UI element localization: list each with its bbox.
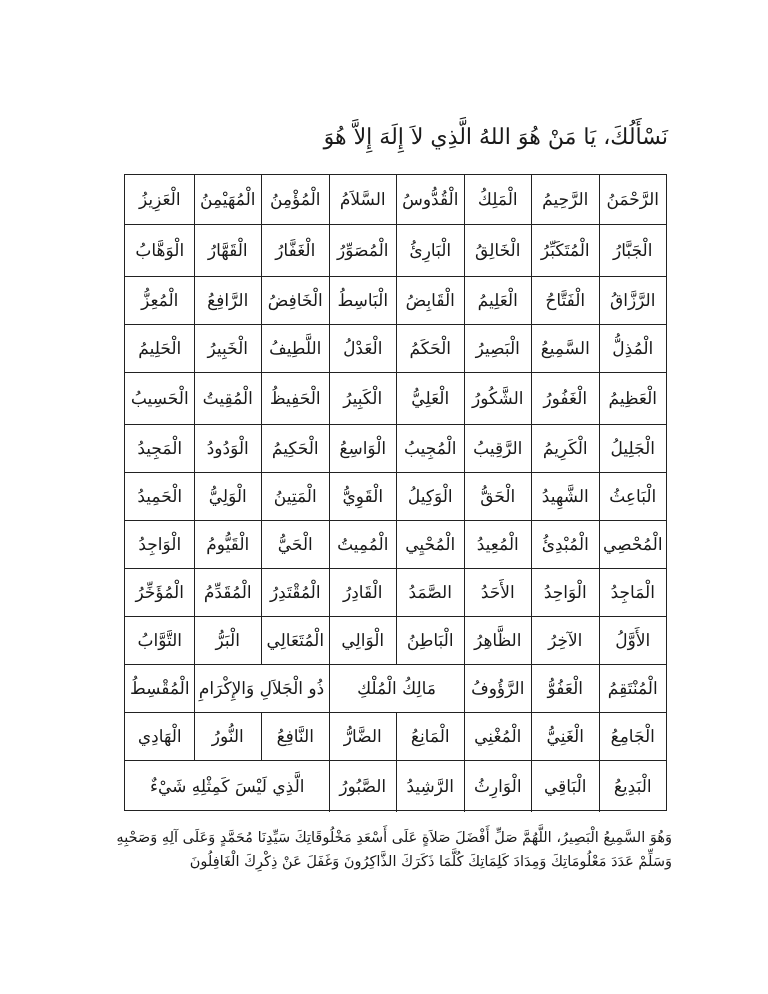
table-row	[125, 473, 666, 521]
name-cell: الْوَاسِعُ	[329, 425, 397, 472]
name-cell: ذُو الْجَلاَلِ وَالإِكْرَامِ	[194, 665, 329, 712]
name-cell: الضَّارُّ	[329, 713, 397, 760]
name-cell: الظَّاهِرُ	[464, 617, 532, 664]
name-cell: اللَّطِيفُ	[261, 325, 329, 372]
table-row	[125, 569, 666, 617]
name-cell: التَّوَّابُ	[137, 630, 183, 651]
name-cell: الْغَنِيُّ	[531, 713, 599, 760]
name-cell: الْمُعِيدُ	[464, 521, 532, 568]
name-cell: الرَّؤُوفُ	[464, 665, 532, 712]
name-cell: الْحَمِيدُ	[137, 486, 183, 507]
table-row	[125, 617, 666, 665]
name-cell: الْبَصِيرُ	[464, 325, 532, 372]
name-cell: الْعَزِيزُ	[138, 189, 181, 210]
name-cell: الْعَلِيمُ	[464, 277, 532, 324]
name-cell: الْمُحْيِي	[396, 521, 464, 568]
name-cell: الْمُغْنِي	[464, 713, 532, 760]
name-cell: الشَّهِيدُ	[531, 473, 599, 520]
name-cell: الْخَالِقُ	[464, 225, 532, 276]
name-cell: الْحَكِيمُ	[261, 425, 329, 472]
table-row	[125, 225, 666, 277]
name-cell: الْمَاجِدُ	[599, 569, 667, 616]
name-cell: الْمُؤَخِّرُ	[135, 582, 184, 603]
name-cell: الْمُعِزُّ	[141, 290, 179, 311]
name-cell: الْغَفَّارُ	[261, 225, 329, 276]
name-cell: الْجَبَّارُ	[599, 225, 667, 276]
name-cell: مَالِكُ الْمُلْكِ	[329, 665, 464, 712]
name-cell: الْعَدْلُ	[329, 325, 397, 372]
header-invocation: نَسْأَلُكَ، يَا مَنْ هُوَ اللهُ الَّذِي لاَ إِلَهَ إِلاَّ هُوَ	[323, 125, 668, 150]
name-cell: الْمُنْتَقِمُ	[599, 665, 667, 712]
name-cell: الْمُبْدِئُ	[531, 521, 599, 568]
name-cell: الْحَيُّ	[261, 521, 329, 568]
name-cell: الْمَلِكُ	[464, 175, 532, 224]
name-cell: الْمَانِعُ	[396, 713, 464, 760]
name-cell: الْخَبِيرُ	[194, 325, 262, 372]
name-cell: الْبَاقِي	[531, 761, 599, 812]
name-cell: الرَّافِعُ	[194, 277, 262, 324]
name-cell: الْخَافِضُ	[261, 277, 329, 324]
name-cell: الْقَابِضُ	[396, 277, 464, 324]
name-cell: الرَّحِيمُ	[531, 175, 599, 224]
name-cell: السَّلاَمُ	[329, 175, 397, 224]
name-cell: الْعَظِيمُ	[599, 373, 667, 424]
name-cell: الْحَلِيمُ	[138, 338, 182, 359]
name-cell: الْبَاعِثُ	[599, 473, 667, 520]
name-cell: الْمُمِيتُ	[329, 521, 397, 568]
name-cell: الْمُقَدِّمُ	[194, 569, 262, 616]
table-row	[125, 521, 666, 569]
name-cell: الْجَلِيلُ	[599, 425, 667, 472]
name-cell: الَّذِي لَيْسَ كَمِثْلِهِ شَيْءٌ	[149, 776, 305, 797]
name-cell: الْمُؤْمِنُ	[261, 175, 329, 224]
prayer-line-2: وَسَلِّمْ عَدَدَ مَعْلُومَاتِكَ وَمِدَادَ كَلِمَاتِكَ كُلَّمَا ذَكَرَكَ الذَّاكِرُونَ وَغَفَلَ عَنْ ذِكْرِكَ الْغَافِلُونَ	[189, 854, 672, 870]
name-cell: الْوَارِثُ	[464, 761, 532, 812]
names-table	[124, 174, 667, 811]
name-cell: الْقَوِيُّ	[329, 473, 397, 520]
name-cell: الْوَدُودُ	[194, 425, 262, 472]
name-cell: الْوَالِي	[329, 617, 397, 664]
name-cell: الْوَهَّابُ	[135, 240, 185, 261]
name-cell: الْقَيُّومُ	[194, 521, 262, 568]
table-row	[125, 373, 666, 425]
name-cell: الْبَاسِطُ	[329, 277, 397, 324]
name-cell: الْهَادِي	[137, 726, 182, 747]
table-row	[125, 325, 666, 373]
name-cell: الْمُقْسِطُ	[129, 678, 190, 699]
name-cell: الآخِرُ	[531, 617, 599, 664]
name-cell: الْوَكِيلُ	[396, 473, 464, 520]
name-cell: الْمُصَوِّرُ	[329, 225, 397, 276]
table-row	[125, 277, 666, 325]
name-cell: الْبَدِيعُ	[599, 761, 667, 812]
name-cell: الْوَاحِدُ	[531, 569, 599, 616]
name-cell: الْقُدُّوسُ	[396, 175, 464, 224]
name-cell: الرَّحْمَنُ	[599, 175, 667, 224]
table-row	[125, 761, 666, 812]
name-cell: الْبَاطِنُ	[396, 617, 464, 664]
name-cell: الْوَاجِدُ	[138, 534, 182, 555]
name-cell: الأَحَدُ	[464, 569, 532, 616]
name-cell: الْحَفِيظُ	[261, 373, 329, 424]
name-cell: الصَّمَدُ	[396, 569, 464, 616]
table-row	[125, 175, 666, 225]
name-cell: الْغَفُورُ	[531, 373, 599, 424]
name-cell: الْعَفُوُّ	[531, 665, 599, 712]
name-cell: الْمُتَكَبِّرُ	[531, 225, 599, 276]
name-cell: الْفَتَّاحُ	[531, 277, 599, 324]
name-cell: الصَّبُورُ	[329, 761, 397, 812]
name-cell: الْمُذِلُّ	[599, 325, 667, 372]
name-cell: الْقَهَّارُ	[194, 225, 262, 276]
name-cell: الْوَلِيُّ	[194, 473, 262, 520]
name-cell: الْحَقُّ	[464, 473, 532, 520]
name-cell: الْبَرُّ	[194, 617, 262, 664]
name-cell: الْكَبِيرُ	[329, 373, 397, 424]
name-cell: الرَّشِيدُ	[396, 761, 464, 812]
name-cell: الرَّقِيبُ	[464, 425, 532, 472]
name-cell: الْقَادِرُ	[329, 569, 397, 616]
table-row	[125, 713, 666, 761]
name-cell: النُّورُ	[194, 713, 262, 760]
name-cell: الْمُقْتَدِرُ	[261, 569, 329, 616]
name-cell: الْمُجِيبُ	[396, 425, 464, 472]
name-cell: الشَّكُورُ	[464, 373, 532, 424]
name-cell: النَّافِعُ	[261, 713, 329, 760]
name-cell: الْجَامِعُ	[599, 713, 667, 760]
prayer-line-1: وَهُوَ السَّمِيعُ الْبَصِيرُ، اللَّهُمَّ صَلِّ أَفْضَلَ صَلاَةٍ عَلَى أَسْعَدِ مَخْلُوقَاتِكَ سَيِّدِنَا مُحَمَّدٍ وَعَلَى آلِهِ وَصَحْبِهِ	[116, 830, 672, 846]
name-cell: الْعَلِيُّ	[396, 373, 464, 424]
name-cell: السَّمِيعُ	[531, 325, 599, 372]
table-row	[125, 425, 666, 473]
name-cell: الْحَكَمُ	[396, 325, 464, 372]
name-cell: الْمُحْصِي	[599, 521, 667, 568]
closing-prayer	[80, 826, 672, 874]
name-cell: الْمُهَيْمِنُ	[194, 175, 262, 224]
name-cell: الْمُقِيتُ	[194, 373, 262, 424]
name-cell: الرَّزَّاقُ	[599, 277, 667, 324]
name-cell: الْحَسِيبُ	[130, 388, 189, 409]
table-row	[125, 665, 666, 713]
name-cell: الأَوَّلُ	[599, 617, 667, 664]
name-cell: الْمَتِينُ	[261, 473, 329, 520]
name-cell: الْبَارِئُ	[396, 225, 464, 276]
name-cell: الْمَجِيدُ	[137, 438, 183, 459]
name-cell: الْكَرِيمُ	[531, 425, 599, 472]
name-cell: الْمُتَعَالِي	[261, 617, 329, 664]
